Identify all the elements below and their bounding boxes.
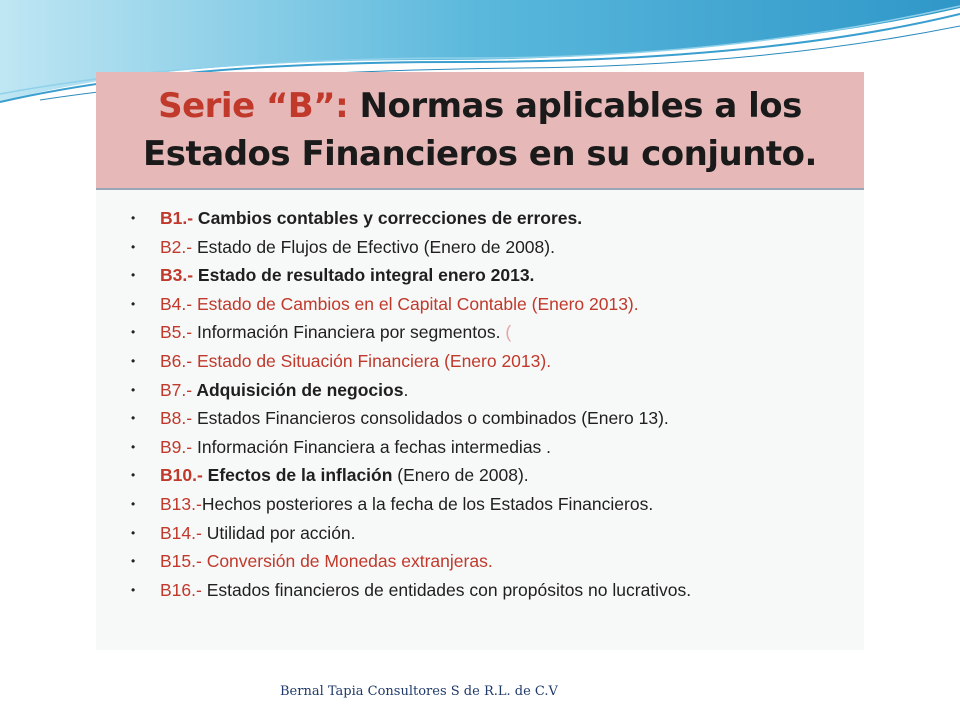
item-tail: (Enero de 2008).: [392, 465, 529, 486]
list-item: [128, 261, 848, 290]
item-code: B3.-: [160, 265, 194, 286]
item-text: Estado de Cambios en el Capital Contable (Enero 2013).: [192, 293, 639, 314]
bullet-icon: •: [131, 439, 136, 454]
item-text: Información Financiera por segmentos.: [192, 322, 501, 343]
list-item: [128, 290, 848, 319]
list-item: [128, 461, 848, 490]
item-tail: .: [403, 379, 409, 400]
list-item: [128, 490, 848, 519]
item-text: Estado de Situación Financiera (Enero 2013).: [192, 350, 552, 371]
item-code: B9.-: [160, 436, 193, 457]
item-code: B16.-: [160, 579, 202, 600]
item-code: B5.-: [160, 322, 193, 343]
title-line-1-text: Normas aplicables a los: [348, 86, 802, 126]
bullet-icon: •: [131, 296, 136, 311]
bullet-icon: •: [131, 211, 136, 225]
bullet-icon: •: [131, 582, 136, 597]
title-line-2: Estados Financieros en su conjunto.: [143, 134, 817, 174]
list-item: [128, 519, 848, 548]
item-code: B8.-: [160, 408, 193, 429]
bullet-icon: •: [131, 353, 136, 368]
item-code: B10.-: [160, 465, 203, 486]
item-code: B1.-: [160, 208, 194, 228]
list-item: [128, 404, 848, 433]
title-line-1: [96, 86, 864, 126]
item-text: Utilidad por acción.: [201, 522, 356, 543]
bullet-icon: •: [131, 268, 136, 283]
bullet-icon: •: [131, 468, 136, 483]
item-tail: (: [500, 322, 512, 343]
item-code: B6.-: [160, 350, 193, 371]
title-series-label: Serie “B”:: [158, 86, 349, 126]
norms-list: [128, 204, 848, 604]
list-item: [128, 376, 848, 405]
list-item: [128, 318, 848, 347]
item-text: Adquisición de negocios: [192, 379, 404, 400]
list-item: [128, 233, 848, 262]
bullet-icon: •: [131, 239, 136, 254]
item-text: Conversión de Monedas extranjeras.: [201, 551, 493, 572]
bullet-icon: •: [131, 525, 136, 540]
list-item: [128, 547, 848, 576]
list-item: [128, 576, 848, 605]
item-text: Información Financiera a fechas intermedias .: [192, 436, 552, 457]
item-code: B7.-: [160, 379, 193, 400]
item-text: Estados Financieros consolidados o combinados (Enero 13).: [192, 408, 669, 429]
item-text: Efectos de la inflación: [202, 465, 393, 486]
title-banner: [96, 72, 864, 190]
list-item: [128, 204, 848, 233]
item-code: B15.-: [160, 551, 202, 572]
item-text: Estado de Flujos de Efectivo (Enero de 2008).: [192, 236, 555, 257]
list-item: [128, 433, 848, 462]
item-code: B14.-: [160, 522, 202, 543]
bullet-icon: •: [131, 496, 136, 511]
item-text: Estado de resultado integral enero 2013.: [193, 265, 535, 286]
item-code: B13.-: [160, 493, 202, 514]
item-code: B4.-: [160, 293, 193, 314]
item-text: Estados financieros de entidades con propósitos no lucrativos.: [201, 579, 692, 600]
footer-company-name: Bernal Tapia Consultores S de R.L. de C.V: [280, 684, 558, 699]
bullet-icon: •: [131, 411, 136, 426]
bullet-icon: •: [131, 554, 136, 569]
item-text: Cambios contables y correcciones de errores.: [193, 208, 583, 228]
item-text: Hechos posteriores a la fecha de los Estados Financieros.: [201, 493, 654, 514]
item-code: B2.-: [160, 236, 193, 257]
bullet-icon: •: [131, 325, 136, 340]
list-item: [128, 347, 848, 376]
bullet-icon: •: [131, 382, 136, 397]
